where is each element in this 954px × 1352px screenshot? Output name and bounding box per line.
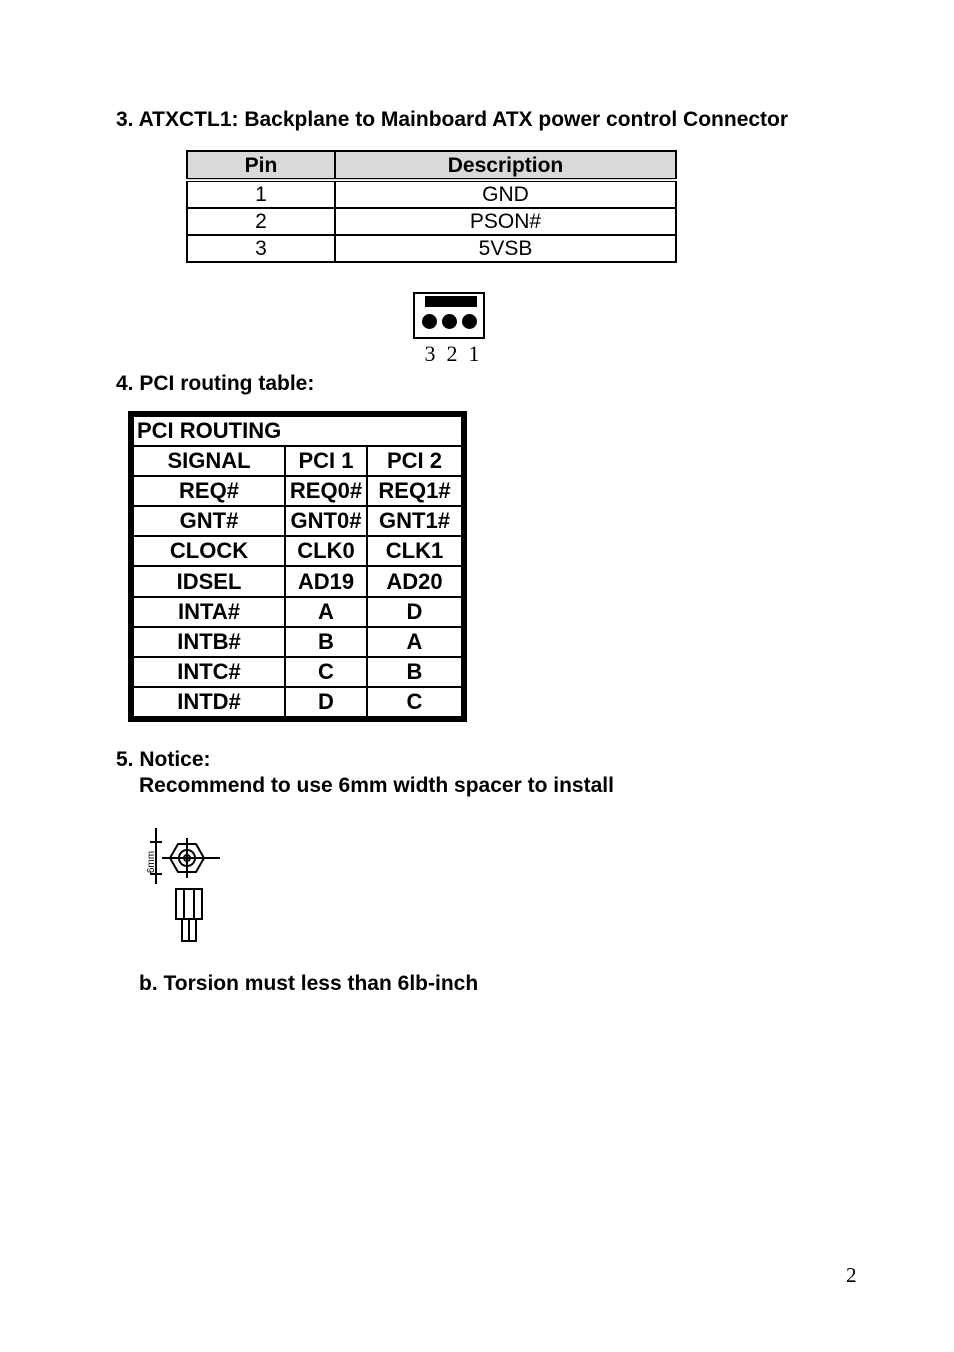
connector-diagram bbox=[413, 292, 485, 339]
signal-cell: INTB# bbox=[133, 627, 285, 657]
pci2-cell: B bbox=[367, 657, 462, 687]
pin-label: 3 bbox=[424, 341, 438, 366]
signal-cell: INTD# bbox=[133, 687, 285, 717]
table-title: PCI ROUTING bbox=[133, 416, 462, 446]
connector-key-bar bbox=[425, 296, 477, 307]
pci2-cell: CLK1 bbox=[367, 536, 462, 566]
column-header-pin: Pin bbox=[187, 151, 335, 180]
page-number: 2 bbox=[846, 1263, 857, 1287]
signal-cell: INTA# bbox=[133, 597, 285, 627]
pin-cell: 2 bbox=[187, 208, 335, 235]
table-row bbox=[133, 657, 462, 687]
pci1-cell: GNT0# bbox=[285, 506, 367, 536]
table-row bbox=[133, 536, 462, 566]
table-header-row bbox=[187, 151, 676, 180]
description-cell: GND bbox=[335, 180, 676, 208]
table-row bbox=[133, 597, 462, 627]
pin-label: 1 bbox=[468, 341, 482, 366]
section-3-heading: 3. ATXCTL1: Backplane to Mainboard ATX power control Connector bbox=[116, 108, 789, 131]
table-row bbox=[133, 566, 462, 596]
pci2-cell: C bbox=[367, 687, 462, 717]
column-header-signal: SIGNAL bbox=[133, 446, 285, 476]
signal-cell: REQ# bbox=[133, 476, 285, 506]
connector-pin-labels bbox=[420, 341, 486, 367]
pci1-cell: C bbox=[285, 657, 367, 687]
signal-cell: IDSEL bbox=[133, 566, 285, 596]
pci1-cell: REQ0# bbox=[285, 476, 367, 506]
pci1-cell: AD19 bbox=[285, 566, 367, 596]
pci1-cell: B bbox=[285, 627, 367, 657]
spacer-dimension-label: 6mm bbox=[146, 850, 157, 874]
column-header-pci2: PCI 2 bbox=[367, 446, 462, 476]
atx-pin-table bbox=[186, 150, 677, 263]
pci2-cell: A bbox=[367, 627, 462, 657]
connector-pin-2 bbox=[442, 314, 457, 329]
table-title-row bbox=[133, 416, 462, 446]
pci2-cell: D bbox=[367, 597, 462, 627]
pci2-cell: AD20 bbox=[367, 566, 462, 596]
pin-cell: 1 bbox=[187, 180, 335, 208]
pci2-cell: REQ1# bbox=[367, 476, 462, 506]
pci1-cell: A bbox=[285, 597, 367, 627]
column-header-pci1: PCI 1 bbox=[285, 446, 367, 476]
table-row bbox=[133, 506, 462, 536]
pci2-cell: GNT1# bbox=[367, 506, 462, 536]
section-5-heading: 5. Notice: bbox=[116, 748, 211, 771]
notice-line-a: Recommend to use 6mm width spacer to install bbox=[139, 774, 614, 797]
connector-pin-3 bbox=[422, 314, 437, 329]
connector-pin-1 bbox=[462, 314, 477, 329]
table-row bbox=[187, 235, 676, 262]
spacer-diagram bbox=[140, 822, 230, 947]
description-cell: PSON# bbox=[335, 208, 676, 235]
table-row bbox=[187, 180, 676, 208]
pci1-cell: CLK0 bbox=[285, 536, 367, 566]
table-row bbox=[133, 627, 462, 657]
column-header-description: Description bbox=[335, 151, 676, 180]
pin-label: 2 bbox=[446, 341, 460, 366]
description-cell: 5VSB bbox=[335, 235, 676, 262]
table-row bbox=[133, 476, 462, 506]
signal-cell: GNT# bbox=[133, 506, 285, 536]
signal-cell: CLOCK bbox=[133, 536, 285, 566]
table-row bbox=[133, 687, 462, 717]
notice-line-b: b. Torsion must less than 6lb-inch bbox=[139, 972, 479, 995]
table-row bbox=[187, 208, 676, 235]
pin-cell: 3 bbox=[187, 235, 335, 262]
table-header-row bbox=[133, 446, 462, 476]
pci-routing-table bbox=[132, 415, 463, 718]
pci-routing-table-frame bbox=[128, 411, 467, 722]
section-4-heading: 4. PCI routing table: bbox=[116, 372, 315, 395]
signal-cell: INTC# bbox=[133, 657, 285, 687]
pci1-cell: D bbox=[285, 687, 367, 717]
